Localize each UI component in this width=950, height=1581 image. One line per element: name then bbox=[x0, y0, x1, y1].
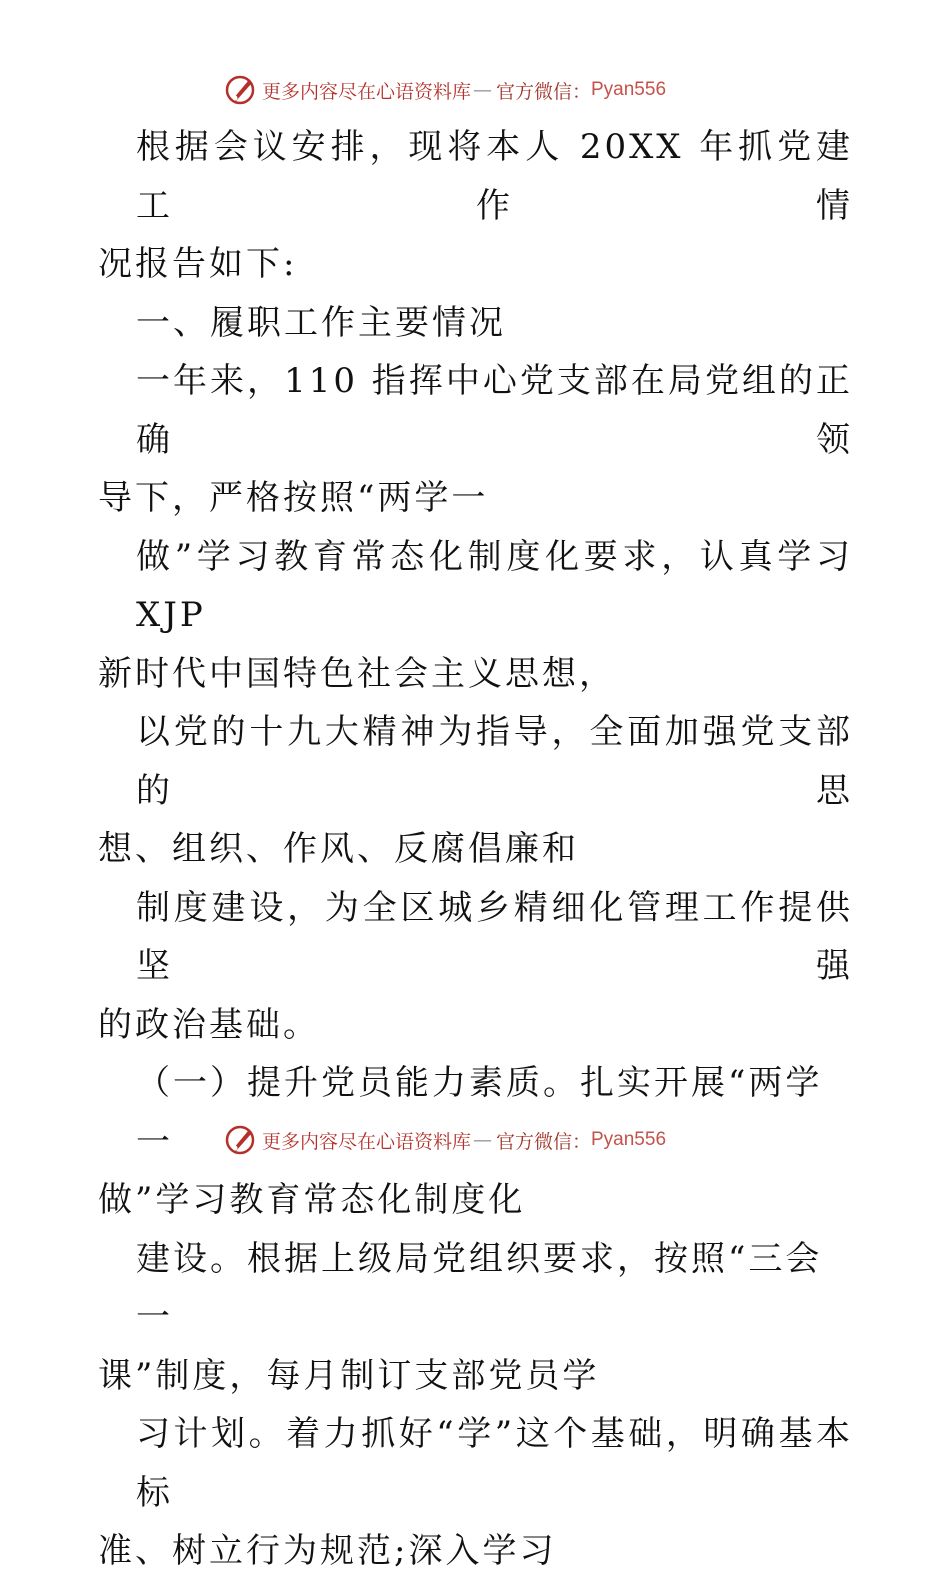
section-heading: 一、履职工作主要情况 bbox=[136, 302, 506, 343]
paragraph-line: 况报告如下: bbox=[98, 244, 298, 284]
banner-separator: — bbox=[472, 1129, 492, 1151]
banner-official-text: 官方微信： bbox=[495, 1130, 591, 1153]
banner-wechat-id: Pyan556 bbox=[591, 79, 667, 100]
paragraph-line: 根据会议安排，现将本人 20XX 年抓党建工作情 bbox=[136, 127, 853, 226]
paragraph-line: 课”制度，每月制订支部党员学 bbox=[98, 1355, 600, 1396]
paragraph-line: 制度建设，为全区城乡精细化管理工作提供坚强 bbox=[136, 887, 853, 986]
paragraph-line: 习计划。着力抓好“学”这个基础，明确基本标 bbox=[136, 1414, 853, 1513]
paragraph-line: 以党的十九大精神为指导，全面加强党支部的思 bbox=[136, 712, 853, 811]
paragraph-line: 导下，严格按照“两学一 bbox=[98, 478, 489, 518]
paragraph-line: 做”学习教育常态化制度化要求，认真学习 XJP bbox=[136, 536, 853, 635]
paragraph-line: 的政治基础。 bbox=[98, 1004, 320, 1045]
paragraph-line: 建设。根据上级局党组织要求，按照“三会一 bbox=[136, 1238, 823, 1337]
pen-logo-icon bbox=[224, 73, 258, 107]
footer-watermark-banner bbox=[0, 1120, 950, 1160]
banner-official-text: 官方微信： bbox=[495, 80, 591, 103]
banner-wechat-id: Pyan556 bbox=[591, 1129, 667, 1150]
paragraph-line: （一）提升党员能力素质。扎实开展“两学一 bbox=[136, 1063, 823, 1162]
paragraph-line: 做”学习教育常态化制度化 bbox=[98, 1180, 526, 1220]
paragraph-line: 准、树立行为规范;深入学习 bbox=[98, 1531, 557, 1571]
pen-logo-icon bbox=[224, 1123, 258, 1157]
document-body bbox=[98, 118, 853, 1581]
banner-main-text: 更多内容尽在心语资料库 bbox=[261, 80, 471, 103]
banner-main-text: 更多内容尽在心语资料库 bbox=[261, 1130, 471, 1153]
header-watermark-banner bbox=[0, 70, 950, 110]
paragraph-line: 一年来，110 指挥中心党支部在局党组的正确领 bbox=[136, 361, 853, 460]
paragraph-line: 新时代中国特色社会主义思想， bbox=[98, 653, 616, 694]
banner-separator: — bbox=[472, 79, 492, 101]
paragraph-line: 想、组织、作风、反腐倡廉和 bbox=[98, 829, 579, 869]
